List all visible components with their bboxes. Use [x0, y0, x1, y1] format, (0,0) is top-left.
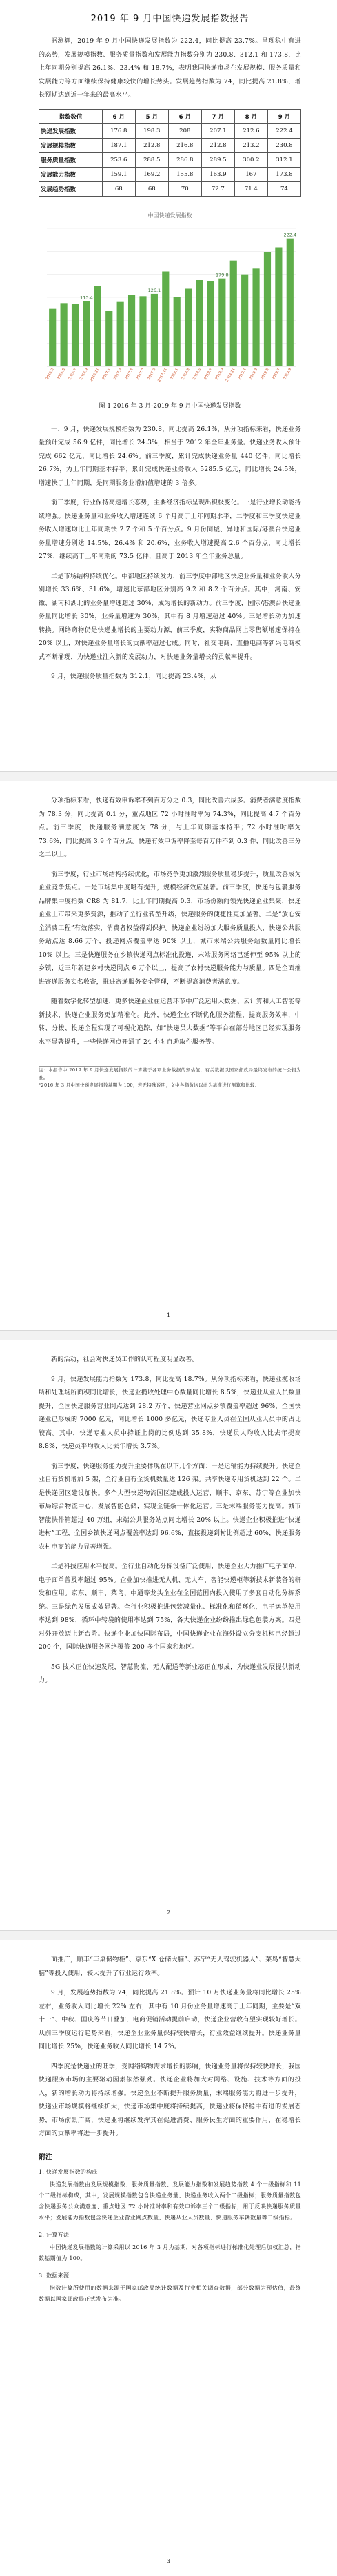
page-1-content — [0, 11, 337, 684]
appendix — [39, 2151, 301, 2305]
paragraph: 二是科技应用水平提高。全行业自动化分拣设备广泛使用，快递企业大力推广电子面单，电子面单普及率超过 95%。企业加快推进无人机、无人车、智能快递柜等新技术新装备的研发和应用。京东、顺丰、菜鸟、中通等龙头企业在全国范围内投入使用了多套自动化分拣系统。三是绿色发展成效显著。全行业积极推进包装减量化、标准化和循环化，电子运单使用率达到 98%，循环中转袋的使用率达到 75%，各大快递企业纷纷推出绿色包装方案。四是对外开放迈上新台阶。快递企业加快国际布局，中国快递企业在海外设立分支机构已经超过 200 个，国际快递服务网络覆盖 200 多个国家和地区。 — [39, 1563, 301, 1651]
chart-title: 中国快递发展指数 — [147, 212, 192, 219]
table-row — [39, 167, 301, 181]
chart-bar — [61, 303, 68, 366]
x-tick-label: 2016.3 — [45, 367, 55, 381]
table-cell: 286.8 — [168, 152, 201, 167]
chart-bar — [252, 268, 259, 366]
chart-bar — [241, 274, 248, 366]
x-tick-label: 2017.11 — [157, 367, 169, 383]
chart-bar — [264, 252, 271, 366]
table-header-cell: 8 月 — [234, 109, 267, 123]
report-title: 2019 年 9 月中国快递发展指数报告 — [90, 14, 249, 24]
footnote: *2016 年 3 月中国快递发展指数基期为 100，若无特殊说明，文中各指数均以此为基准进行测算和比较。 — [39, 1082, 260, 1088]
table-cell: 72.7 — [201, 181, 234, 196]
table-header-cell: 6 月 — [102, 109, 135, 123]
row-name: 发展规模指数 — [39, 138, 103, 152]
paragraph: 据测算，2019 年 9 月中国快递发展指数为 222.4，同比提高 23.7%。呈现稳中有进的态势，发展规模指数、服务质量指数和发展能力指数分别为 230.8、312.1 和 173.8，比上年同期分别提高 26.1%、23.4% 和 18.7%，表明我国快递市场在发展规模、服务质量和发展能力等方面继续保持健康较快的增长势头。发展趋势指数为 74，同比提高 21.8%，增长预期达到近一年来的最高水平。 — [39, 38, 301, 99]
page-1 — [0, 0, 337, 771]
paragraph: 二是市场结构持续优化。中部地区持续发力，前三季度中部地区快递业务量和业务收入分别增长 33.6%、31.6%，增速比东部地区分别高 9.2 和 8.2 个百分点。其中，河南、安徽、湖南和湖北的业务量增速超过 30%，成为增长的新动力。前三季度，国际/港澳台快递业务量同比增长 30%，业务量增速为 30%，其中有 8 月增速超过 40%。三是增长动力加速转换。网络购物仍是快递业增长的主要动力源，前三季度，实物商品网上零售额增速保持在 20% 以上，对快递业务量增长的贡献率超过七成。同时，社交电商、直播电商等新兴电商模式不断涌现，为快递业注入新的发展动力，对快递业务量增长的贡献率提升。 — [39, 573, 301, 661]
paragraph: 9 月，发展趋势指数为 74，同比提高 21.8%。预计 10 月快递业务量将同比增长 25% 左右，业务收入同比增长 22% 左右，其中有 10 月份业务量增速高于上年同期，主要是“双十一”、中秋、国庆等节日叠加，电商促销活动提前启动，快递企业营收有望实现较好增长。从前三季度运行趋势来看，快递企业业务量保持较快增长，行业效益继续提升。快递业务量同比增长 25%，快递业务收入同比增长 14.7%。 — [39, 1990, 301, 2050]
table-cell: 169.2 — [135, 167, 168, 181]
footnote: 注：本报告中 2019 年 9 月快递发展指数的计算基于各项业务数据的预估值，有关数据以国家邮政局最终发布的统计公报为准。 — [39, 1067, 301, 1080]
x-tick-label: 2018.1 — [170, 367, 180, 381]
table-cell: 176.8 — [102, 123, 135, 138]
table-row — [39, 123, 301, 138]
table-cell: 213.2 — [234, 138, 267, 152]
x-tick-label: 2019.3 — [249, 367, 259, 381]
paragraph: 5G 技术正在快速发展，智慧物流、无人配送等新业态正在形成，为快递业发展提供新动力。 — [39, 1663, 301, 1684]
table-cell: 253.6 — [102, 152, 135, 167]
chart-bar — [275, 247, 282, 366]
table-cell: 159.1 — [102, 167, 135, 181]
table-row — [39, 181, 301, 196]
appendix-heading: 3. 数据来源 — [39, 2272, 70, 2279]
page-number: 2 — [166, 1910, 171, 1916]
table-cell: 155.8 — [168, 167, 201, 181]
chart-bar — [105, 311, 112, 366]
table-header-cell: 9 月 — [267, 109, 300, 123]
page-number: 3 — [166, 2558, 171, 2564]
data-label: 126.1 — [147, 287, 161, 293]
chart-bar — [72, 304, 79, 366]
paragraph: 新的活动，社会对快递员工作的认可程度明显改善。 — [51, 1356, 198, 1363]
paragraph: 前三季度，行业保持高速增长态势，主要经济指标呈现出积极变化。一是行业增长动能持续增强。快递业务量和业务收入增速连续 6 个月高于上年同期水平，二季度和三季度快递业务收入增速均比上年同期快 2.7 个和 5 个百分点。9 月份同城、异地和国际/港澳台快递业务量增速分别达 14.5%、26.4% 和 20.6%，业务收入增速提高 2.6 个百分点，同比增长 27%，继续高于上年同期的 73.5 亿件，且高于 2013 年全年业务总量。 — [39, 499, 301, 560]
table-cell: 173.8 — [267, 167, 300, 181]
appendix-heading: 2. 计算方法 — [39, 2231, 70, 2238]
paragraph: 一、9 月，快递发展规模指数为 230.8，同比提高 26.1%，从分项指标来看，快递业务量预计完成 56.9 亿件，同比增长 24.3%，相当于 2012 年全年业务量。快递业务收入预计完成 662 亿元，同比增长 24.6%。前三季度，累计完成快递业务量 440 亿件，同比增长 26.7%，为上年同期基本持平；累计完成快递业务收入 5285.5 亿元，同比增长 24.5%，增速快于上年同期，是同期服务业增加值增速的 3 倍多。 — [39, 426, 301, 487]
row-name: 发展能力指数 — [39, 167, 103, 181]
table-cell: 68 — [135, 181, 168, 196]
table-header-row — [39, 109, 301, 123]
x-tick-label: 2017.3 — [113, 367, 123, 381]
appendix-paragraph: 中国快递发展指数的计算采用以 2016 年 3 月为基期，对各项指标进行标准化处理后加权汇总，指数基期值为 100。 — [39, 2243, 301, 2261]
chart-bar — [287, 238, 294, 366]
table-cell: 187.1 — [102, 138, 135, 152]
table-cell: 70 — [168, 181, 201, 196]
data-label: 222.4 — [283, 232, 297, 238]
paragraph: 9 月，快递服务质量指数为 312.1，同比提高 23.4%，从 — [51, 673, 217, 680]
table-cell: 222.4 — [267, 123, 300, 138]
page-4 — [0, 1940, 337, 2576]
chart-bar — [139, 296, 146, 366]
x-tick-label: 2017.1 — [101, 367, 112, 381]
table-cell: 207.1 — [201, 123, 234, 138]
table-cell: 71.4 — [234, 181, 267, 196]
x-tick-label: 2019.1 — [237, 367, 247, 381]
table-cell: 312.1 — [267, 152, 300, 167]
data-label: 179.8 — [216, 272, 229, 278]
table-header-cell: 指数数值 — [39, 109, 103, 123]
chart-bar — [218, 278, 225, 366]
x-tick-label: 2017.5 — [124, 367, 134, 381]
x-tick-label: 2016.9 — [79, 367, 90, 381]
page-2 — [0, 781, 337, 1330]
chart-bar — [117, 301, 124, 366]
chart-bar — [207, 281, 214, 366]
x-tick-label: 2018.11 — [225, 367, 236, 383]
row-name: 快递发展指数 — [39, 123, 103, 138]
x-tick-label: 2019.5 — [260, 367, 270, 381]
chart-bar — [49, 308, 56, 366]
paragraph: 随着数字化转型加速，更多快递企业在运营环节中广泛运用大数据、云计算和人工智能等新技术，快递企业服务更加精准化。此外，快递企业不断优化服务流程，提高服务效率，中转、分拨、投递全程实现了可视化追踪，如“快递员大数据”等平台在部分地区已经实现服务水平显著提升，一些快递网点开通了 24 小时自助取件服务等。 — [39, 998, 301, 1046]
table-header-cell: 7 月 — [201, 109, 234, 123]
table-header-cell: 5 月 — [135, 109, 168, 123]
paragraph: 前三季度，快递服务能力提升主要体现在以下几个方面：一是运输能力持续提升。快递企业自有货机增加 5 架，全行业自有全货机数量达 126 架。共享快递专用货机达到 22 个。二是快递园区建设加快。多个大型快递物流园区建成投入运营，顺丰、京东、苏宁等企业加快布局综合物流中心，发展智能仓储，实现全链条一体化运营。三是末端服务能力提高。城市智能快件箱超过 40 万组，末端公共服务站点同比增长 20% 以上。快递企业积极推进“快递进村”工程，全国乡镇快递网点覆盖率达到 96.6%，直接投递到村比例超过 60%，快递服务农村电商的能力显著增强。 — [39, 1463, 301, 1551]
table-row — [39, 152, 301, 167]
x-tick-label: 2016.11 — [89, 367, 101, 383]
figure-caption: 图 1 2016 年 3 月-2019 年 9 月中国快递发展指数 — [99, 402, 241, 410]
chart-bar — [174, 297, 181, 366]
x-tick-label: 2016.7 — [68, 367, 78, 381]
chart-bar — [162, 271, 169, 366]
chart-bar — [94, 286, 101, 366]
table-cell: 68 — [102, 181, 135, 196]
table-cell: 288.5 — [135, 152, 168, 167]
table-cell: 212.6 — [234, 123, 267, 138]
table-cell: 212.8 — [201, 138, 234, 152]
x-tick-label: 2017.7 — [135, 367, 146, 381]
appendix-heading: 1. 快递发展指数的构成 — [39, 2168, 98, 2175]
table-cell: 198.3 — [135, 123, 168, 138]
table-cell: 230.8 — [267, 138, 300, 152]
table-cell: 300.2 — [234, 152, 267, 167]
x-tick-label: 2016.5 — [57, 367, 67, 381]
data-label: 113.4 — [80, 295, 93, 300]
chart-bar — [151, 293, 158, 366]
index-table — [39, 109, 301, 197]
chart-container — [39, 208, 301, 397]
table-cell: 163.9 — [201, 167, 234, 181]
chart-bar — [185, 288, 192, 366]
table-cell: 167 — [234, 167, 267, 181]
appendix-paragraph: 指数计算所使用的数据来源于国家邮政局统计数据及行业相关调查数据，部分数据为预估值，最终数据以国家邮政局正式发布为准。 — [39, 2284, 301, 2302]
row-name: 服务质量指数 — [39, 152, 103, 167]
page-3 — [0, 1340, 337, 1930]
table-row — [39, 138, 301, 152]
x-tick-label: 2019.7 — [271, 367, 282, 381]
x-tick-label: 2018.7 — [203, 367, 214, 381]
page-3-content — [0, 1340, 337, 1688]
table-cell: 208 — [168, 123, 201, 138]
chart-bar — [83, 301, 90, 366]
table-cell: 289.5 — [201, 152, 234, 167]
appendix-title: 附注 — [39, 2153, 52, 2161]
chart-bar — [196, 280, 203, 366]
table-header-cell: 6 月 — [168, 109, 201, 123]
x-tick-label: 2018.3 — [181, 367, 191, 381]
page-number: 1 — [166, 1312, 171, 1318]
table-cell: 216.8 — [168, 138, 201, 152]
table-cell: 212.8 — [135, 138, 168, 152]
express-index-bar-chart — [39, 208, 301, 394]
paragraph: 分项指标来看，快递有效申诉率不到百万分之 0.3，同比改善六成多。消费者满意度指数为 78.3 分，同比提高 0.1 分，重点地区 72 小时准时率为 74.3%，同比提高 4.7 个百分点。前三季度，快递服务满意度为 78 分，与上年同期基本持平；72 小时准时率为 73.6%，同比提高 3.9 个百分点。快递有效申诉率降至每百万件不到 0.3 件，同比改善三分之二以上。 — [39, 797, 301, 858]
x-tick-label: 2019.9 — [283, 367, 293, 381]
page-2-content — [0, 781, 337, 1089]
chart-bar — [128, 295, 135, 366]
chart-bar — [230, 260, 237, 366]
paragraph: 面推广，顺丰“丰巢储物柜”、京东“X 仓储大脑”、苏宁“无人驾驶机器人”、菜鸟“智慧大脑”等投入使用，较大提升了行业运行效率。 — [39, 1956, 301, 1977]
row-name: 发展趋势指数 — [39, 181, 103, 196]
x-tick-label: 2017.9 — [147, 367, 157, 381]
x-tick-label: 2018.9 — [214, 367, 225, 381]
x-tick-label: 2018.5 — [192, 367, 203, 381]
page-4-content — [0, 1940, 337, 2305]
appendix-paragraph: 快递发展指数由发展规模指数、服务质量指数、发展能力指数和发展趋势指数 4 个一级指标和 11 个二级指标构成，其中，发展规模指数包含快递业务量、快递业务收入两个二级指标；服务质量指数包含快递服务公众满意度、重点地区 72 小时准时率和有效申诉率三个二级指标，用于反映快递服务质量水平；发展能力指数包含快递企业营业网点数量、快递从业人员数量、快递服务车辆数量等二级指标。 — [39, 2181, 301, 2221]
paragraph: 四季度是快递业的旺季，受网络购物需求增长的影响，快递业务量将保持较快增长，我国快递服务市场的主要驱动因素依然强劲。快递企业将加大对网络、设施、技术等方面的投入，新的增长动力将持续增强。快递企业不断提升服务质量，末端服务能力将进一步提升，快递业市场规模将继续扩大，快递市场集中度将持续提高，快递业将保持稳中有进的发展态势，市场前景广阔，快递业将继续发挥其在促进消费、服务民生方面的重要作用，在稳增长方面的贡献率将进一步提升。 — [39, 2063, 301, 2137]
paragraph: 9 月，快递发展能力指数为 173.8，同比提高 18.7%。从分项指标来看，快递业揽收场所和处理场所面积同比增长，快递业揽收处理中心数量同比增长 8.5%，快递业从业人员数量提升，全国快递服务营业网点达到 28.2 万个，快递营业网点乡镇覆盖率超过 96%，全国快递业已形成的 7000 亿元，同比增长 1000 多亿元，快递专业人员在全国从业人员中的占比较高。其中，快递专业人员中持证上岗的比例达到 35.8%，快递员人均收入比去年提高 8.8%，快递员平均收入比去年增长 3.7%。 — [39, 1376, 301, 1450]
table-cell: 74 — [267, 181, 300, 196]
paragraph: 前三季度，行业市场结构持续优化，市场竞争更加激烈服务质量稳步提升，质量改善成为企业竞争焦点。一是市场集中度略有提升，规模经济效应显著。前三季度，快递与包裹服务品牌集中度指数 CR8 为 81.7，比上年同期提高 0.3，市场份额向领先快递企业集聚，快递企业上市带来更多资源，推动了全行业转型升级，快递服务的便捷性更加显著。二是“放心安全消费工程”有效落实，消费者权益得到保护。快递企业纷纷加大服务质量投入，快递公共服务站点达 8.66 万个，投递网点覆盖率达 90% 以上，城市末端公共服务站数量同比增长 10% 以上。三是快递服务在乡镇快递网点标准化投递，末端服务网络已延伸至 95% 以上的乡镇，近三年新建乡村快递网点 6 万个以上，提高了农村快递服务能力与质量。四是全面推进寄递服务实名收寄，推进寄递服务安全管理，不断提高消费者满意度。 — [39, 871, 301, 986]
